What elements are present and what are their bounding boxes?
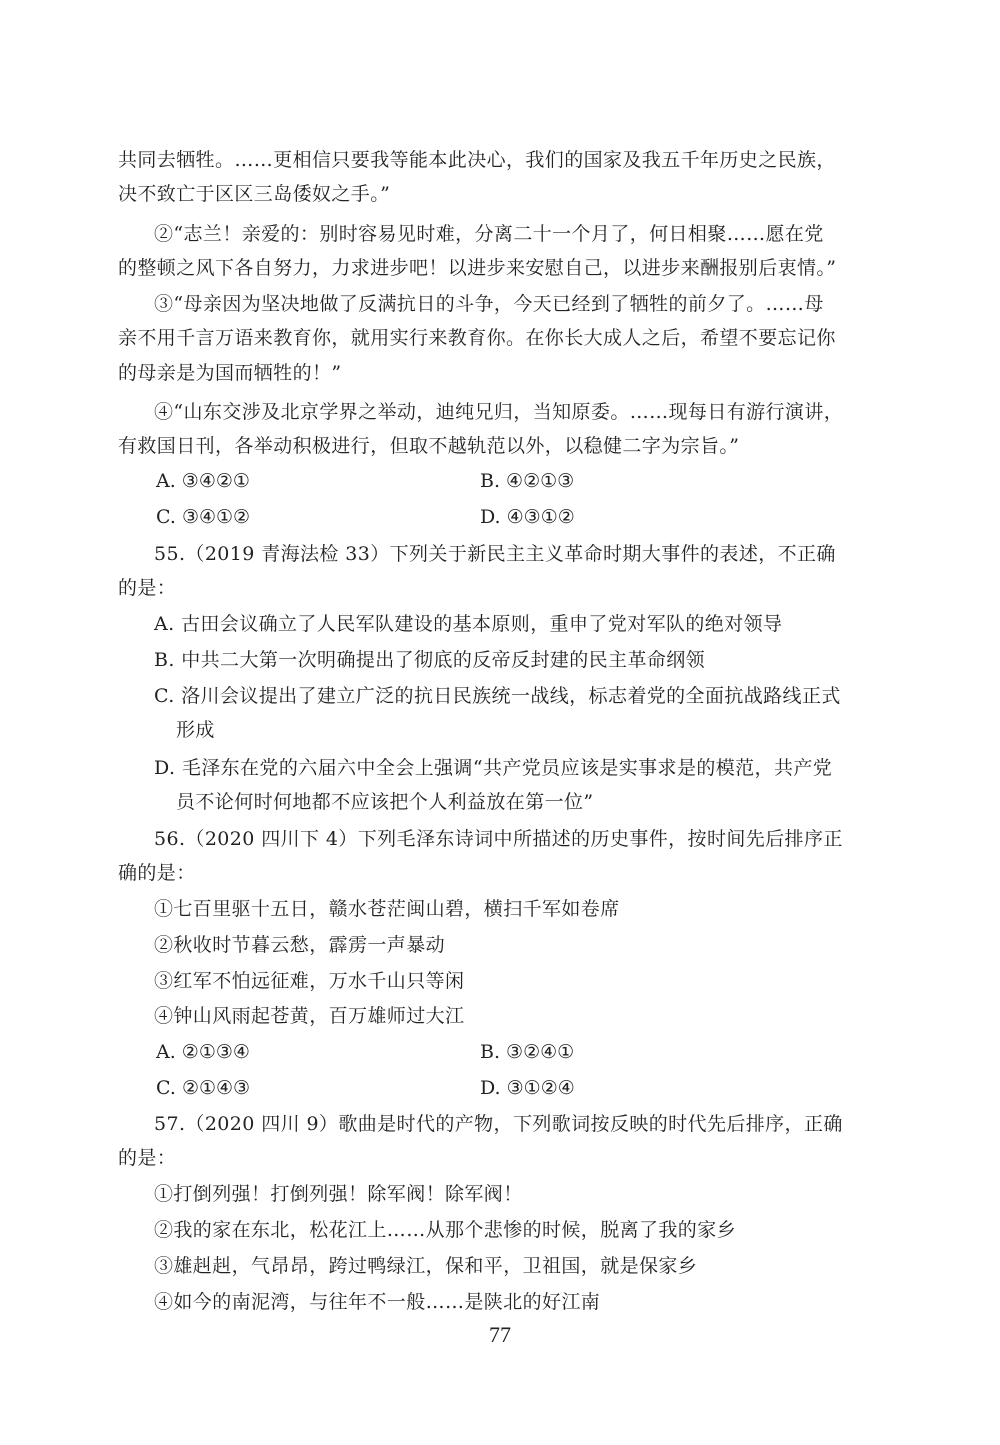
q55-option-d-line-1: D. 毛泽东在党的六届六中全会上强调“共产党员应该是实事求是的模范，共产党 <box>154 757 833 779</box>
continuation-line-2: 决不致亡于区区三岛倭奴之手。” <box>118 183 391 205</box>
q54-item-2-line-2: 的整顿之风下各自努力，力求进步吧！以进步来安慰自己，以进步来酬报别后衷情。” <box>118 257 837 279</box>
q54-option-a: A. ③④②① <box>156 470 250 492</box>
q54-option-c: C. ③④①② <box>156 506 251 528</box>
q54-item-3-line-2: 亲不用千言万语来教育你，就用实行来教育你。在你长大成人之后，希望不要忘记你 <box>118 327 836 349</box>
q55-option-a: A. 古田会议确立了人民军队建设的基本原则，重申了党对军队的绝对领导 <box>154 613 783 635</box>
q54-option-b: B. ④②①③ <box>480 470 575 492</box>
q56-option-c: C. ②①④③ <box>156 1077 251 1099</box>
continuation-line-1: 共同去牺牲。……更相信只要我等能本此决心，我们的国家及我五千年历史之民族， <box>118 149 836 171</box>
q57-item-1: ①打倒列强！打倒列强！除军阀！除军阀！ <box>154 1183 523 1205</box>
q54-item-3-line-3: 的母亲是为国而牺牲的！” <box>118 362 342 384</box>
page-number: 77 <box>489 1322 511 1347</box>
q56-option-a: A. ②①③④ <box>156 1041 250 1063</box>
q57-stem-line-1: 57.（2020 四川 9）歌曲是时代的产物，下列歌词按反映的时代先后排序，正确 <box>154 1113 843 1135</box>
q56-item-4: ④钟山风雨起苍黄，百万雄师过大江 <box>154 1005 465 1027</box>
q55-option-b: B. 中共二大第一次明确提出了彻底的反帝反封建的民主革命纲领 <box>154 649 706 671</box>
q56-item-1: ①七百里驱十五日，赣水苍茫闽山碧，横扫千军如卷席 <box>154 898 620 920</box>
q56-option-d: D. ③①②④ <box>480 1077 575 1099</box>
q56-stem-line-1: 56.（2020 四川下 4）下列毛泽东诗词中所描述的历史事件，按时间先后排序正 <box>154 828 843 850</box>
q56-item-3: ③红军不怕远征难，万水千山只等闲 <box>154 970 465 992</box>
q55-option-d-line-2: 员不论何时何地都不应该把个人利益放在第一位” <box>176 791 594 813</box>
q54-item-2-line-1: ②“志兰！亲爱的：别时容易见时难，分离二十一个月了，何日相聚……愿在党 <box>154 223 824 245</box>
q56-option-b: B. ③②④① <box>480 1041 575 1063</box>
q57-item-3: ③雄赳赳，气昂昂，跨过鸭绿江，保和平，卫祖国，就是保家乡 <box>154 1255 698 1277</box>
q57-item-2: ②我的家在东北，松花江上……从那个悲惨的时候，脱离了我的家乡 <box>154 1219 737 1241</box>
q54-item-4-line-2: 有救国日刊，各举动积极进行，但取不越轨范以外，以稳健二字为宗旨。” <box>118 435 740 457</box>
q55-stem-line-2: 的是： <box>118 577 177 599</box>
q57-stem-line-2: 的是： <box>118 1147 177 1169</box>
q54-item-4-line-1: ④“山东交涉及北京学界之举动，迪纯兄归，当知原委。……现每日有游行演讲， <box>154 401 844 423</box>
q55-stem-line-1: 55.（2019 青海法检 33）下列关于新民主主义革命时期大事件的表述，不正确 <box>154 543 836 565</box>
q55-option-c-line-2: 形成 <box>176 719 215 741</box>
q57-item-4: ④如今的南泥湾，与往年不一般……是陕北的好江南 <box>154 1291 601 1313</box>
q54-option-d: D. ④③①② <box>480 506 575 528</box>
q56-item-2: ②秋收时节暮云愁，霹雳一声暴动 <box>154 934 446 956</box>
q55-option-c-line-1: C. 洛川会议提出了建立广泛的抗日民族统一战线，标志着党的全面抗战路线正式 <box>154 685 841 707</box>
q54-item-3-line-1: ③“母亲因为坚决地做了反满抗日的斗争，今天已经到了牺牲的前夕了。……母 <box>154 293 824 315</box>
q56-stem-line-2: 确的是： <box>118 862 196 884</box>
